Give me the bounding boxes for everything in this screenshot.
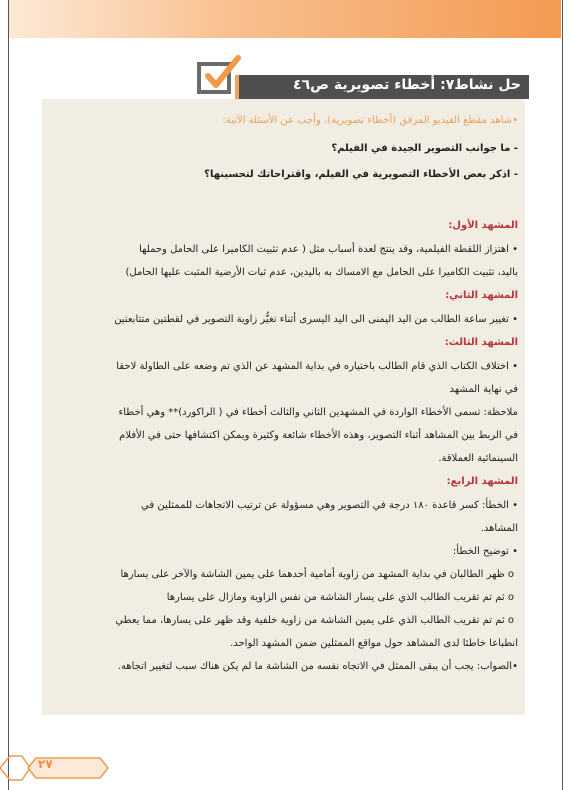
scene-4-line: • توضيح الخطأ: bbox=[452, 546, 518, 557]
activity-title-bar bbox=[235, 75, 529, 99]
scene-4-heading: المشهد الرابع: bbox=[446, 476, 518, 487]
scene-3-line: • اختلاف الكتاب الذي قام الطالب باختياره في بداية المشهد عن الذي تم وضعه على الطاولة لاحقا bbox=[116, 361, 518, 372]
scene-3-line: في نهاية المشهد bbox=[449, 384, 518, 395]
scene-1-heading: المشهد الأول: bbox=[448, 220, 518, 231]
question-1: - ما جوانب التصوير الجيدة في الفيلم؟ bbox=[331, 143, 518, 154]
scene-2-heading: المشهد الثاني: bbox=[445, 290, 518, 301]
scene-3-note: في الربط بين المشاهد أثناء التصوير، وهذه الأخطاء شائعة وكثيرة ويمكن اكتشافها حتى في الأفلام bbox=[119, 430, 518, 441]
scene-4-line: • الخطأ: كسر قاعدة ١٨٠ درجة في التصوير وهي مسؤولة عن ترتيب الاتجاهات للممثلين في bbox=[141, 500, 518, 511]
page-corner-decoration bbox=[0, 748, 120, 788]
scene-4-subpoint: o ظهر الطالبان في بداية المشهد من زاوية أمامية أحدهما على يمين الشاشة والآخر على يسارها bbox=[120, 569, 514, 580]
scene-4-line: انطباعا خاطئا لدى المشاهد حول مواقع الممثلين ضمن المشهد الواحد. bbox=[230, 638, 518, 649]
page-title: حل نشاط٧: أخطاء تصويرية ص٤٦ bbox=[293, 77, 521, 93]
scene-3-note: ملاحظة: تسمى الأخطاء الواردة في المشهدين الثاني والثالث أخطاء في ( الراكورد)** وهي أخطاء bbox=[118, 407, 518, 418]
scene-3-note: السينمائية العملاقة. bbox=[438, 453, 518, 464]
activity-content bbox=[52, 110, 518, 678]
scene-1-line: باليد، تثبيت الكاميرا على الحامل مع الامساك به باليدين، عدم ثبات الأرضية المثبت عليها الحامل) bbox=[125, 267, 518, 278]
scene-4-line: المشاهد. bbox=[480, 523, 518, 534]
scene-4-subpoint: o ثم تم تقريب الطالب الذي على يسار الشاشة من نفس الزاوية ومازال على يسارها bbox=[166, 592, 514, 603]
question-2: - اذكر بعض الأخطاء التصويرية في الفيلم، واقتراحاتك لتحسينها؟ bbox=[204, 169, 518, 180]
scene-2-line: • تغيير ساعة الطالب من اليد اليمنى الى اليد اليسرى أثناء تغيُّر زاوية التصوير في لقطتين متتابعتين bbox=[114, 314, 518, 325]
scene-3-heading: المشهد الثالث: bbox=[444, 337, 518, 348]
page-number: ٢٧ bbox=[38, 757, 53, 771]
scene-4-correct: •الصواب: يجب أن يبقى الممثل في الاتجاه نفسه من الشاشة ما لم يكن هناك سبب لتغيير اتجاهه. bbox=[117, 661, 518, 672]
instruction-text: •شاهد مقطع الفيديو المرفق (أخطاء تصويرية)، وأجب عن الأسئلة الآتية: bbox=[222, 115, 518, 126]
scene-4-subpoint: o ثم تم تقريب الطالب الذي على يمين الشاشة من زاوية خلفية وقد ظهر على يسارها، مما يعطي bbox=[115, 615, 514, 626]
scene-1-line: • اهتزاز اللقطة الفيلمية، وقد ينتج لعدة أسباب مثل ( عدم تثبيت الكاميرا على الحامل وحملها bbox=[139, 244, 518, 255]
